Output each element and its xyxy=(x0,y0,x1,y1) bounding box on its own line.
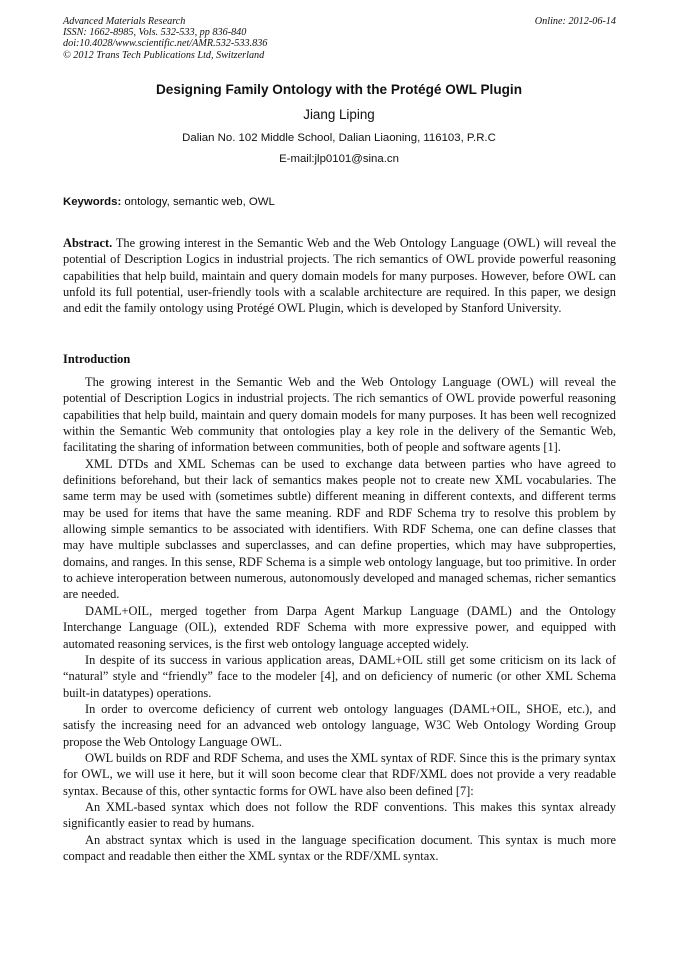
paragraph: An abstract syntax which is used in the language specification document. This syntax is much more compact and readable then either the XML syntax or the RDF/XML syntax. xyxy=(63,832,616,863)
paragraph: DAML+OIL, merged together from Darpa Agent Markup Language (DAML) and the Ontology Interchange Language (OIL), extended RDF Schema with more expressive power, and equipped with automated reasoning services, is the first web ontology language accepted widely. xyxy=(63,603,616,651)
author-name: Jiang Liping xyxy=(303,107,375,122)
keywords-text: ontology, semantic web, OWL xyxy=(121,196,275,208)
paragraph: The growing interest in the Semantic Web and the Web Ontology Language (OWL) will reveal the potential of Description Logics in industrial projects. The rich semantics of OWL provide powerful reasoning capabilities that help build, maintain and query domain models for many purposes. It has been well recognized within the Semantic Web community that ontologies play a key role in the delivery of the Semantic Web, facilitating the sharing of information between communities, both of people and software agents [1]. xyxy=(63,375,616,455)
abstract-text: The growing interest in the Semantic Web and the Web Ontology Language (OWL) will reveal the potential of Description Logics in industrial projects. The rich semantics of OWL provide powerful reasoning capabilities that help build, maintain and query domain models for many purposes. However, before OWL can unfold its full potential, user-friendly tools with a scalable architecture are required. In this paper, we design and edit the family ontology using Protégé OWL Plugin, which is developed by Stanford University. xyxy=(63,236,616,316)
author-email: E-mail:jlp0101@sina.cn xyxy=(279,153,399,165)
keywords-label: Keywords: xyxy=(63,196,122,208)
online-date: Online: 2012-06-14 xyxy=(534,16,616,27)
journal-name: Advanced Materials Research xyxy=(63,16,186,27)
paragraph: In order to overcome deficiency of current web ontology languages (DAML+OIL, SHOE, etc.), and satisfy the increasing need for an advanced web ontology language, W3C Web Ontology Wording Group propose the Web Ontology Language OWL. xyxy=(63,701,616,749)
paragraph: XML DTDs and XML Schemas can be used to exchange data between parties who have agreed to definitions beforehand, but their lack of semantics makes people not to create new XML vocabularies. The same term may be used with (sometimes subtle) different meaning in different contexts, and different terms may be used for items that have the same meaning. RDF and RDF Schema try to resolve this problem by allowing simple semantics to be associated with identifiers. With RDF Schema, one can define classes that may have multiple subclasses and superclasses, and can define properties, which may have subproperties, domains, and ranges. In this sense, RDF Schema is a simple web ontology language, but too primitive. In order to achieve interoperation between numerous, autonomously developed and managed schemas, richer semantics are needed. xyxy=(63,456,616,602)
paragraph: An XML-based syntax which does not follow the RDF conventions. This makes this syntax already significantly easier to read by humans. xyxy=(63,799,616,831)
abstract-label: Abstract. xyxy=(63,236,113,250)
section-heading-introduction: Introduction xyxy=(63,352,131,366)
abstract xyxy=(63,235,616,316)
paper-title: Designing Family Ontology with the Protégé OWL Plugin xyxy=(155,82,523,97)
keywords xyxy=(63,196,616,208)
introduction-body xyxy=(63,374,616,864)
copyright-line: © 2012 Trans Tech Publications Ltd, Switzerland xyxy=(63,49,265,61)
doi-line: doi:10.4028/www.scientific.net/AMR.532-533.836 xyxy=(63,38,268,50)
author-affiliation: Dalian No. 102 Middle School, Dalian Liaoning, 116103, P.R.C xyxy=(182,132,496,144)
issn-line: ISSN: 1662-8985, Vols. 532-533, pp 836-840 xyxy=(63,27,247,39)
paragraph: In despite of its success in various application areas, DAML+OIL still get some criticism on its lack of “natural” style and “friendly” face to the modeler [4], and on deficiency of numeric (or other XML Schema built-in datatypes) operations. xyxy=(63,652,616,700)
journal-header xyxy=(63,16,616,61)
paragraph: OWL builds on RDF and RDF Schema, and uses the XML syntax of RDF. Since this is the primary syntax for OWL, we will use it here, but it will soon become clear that RDF/XML does not provide a very readable syntax. Because of this, other syntactic forms for OWL have also been defined [7]: xyxy=(63,750,616,798)
